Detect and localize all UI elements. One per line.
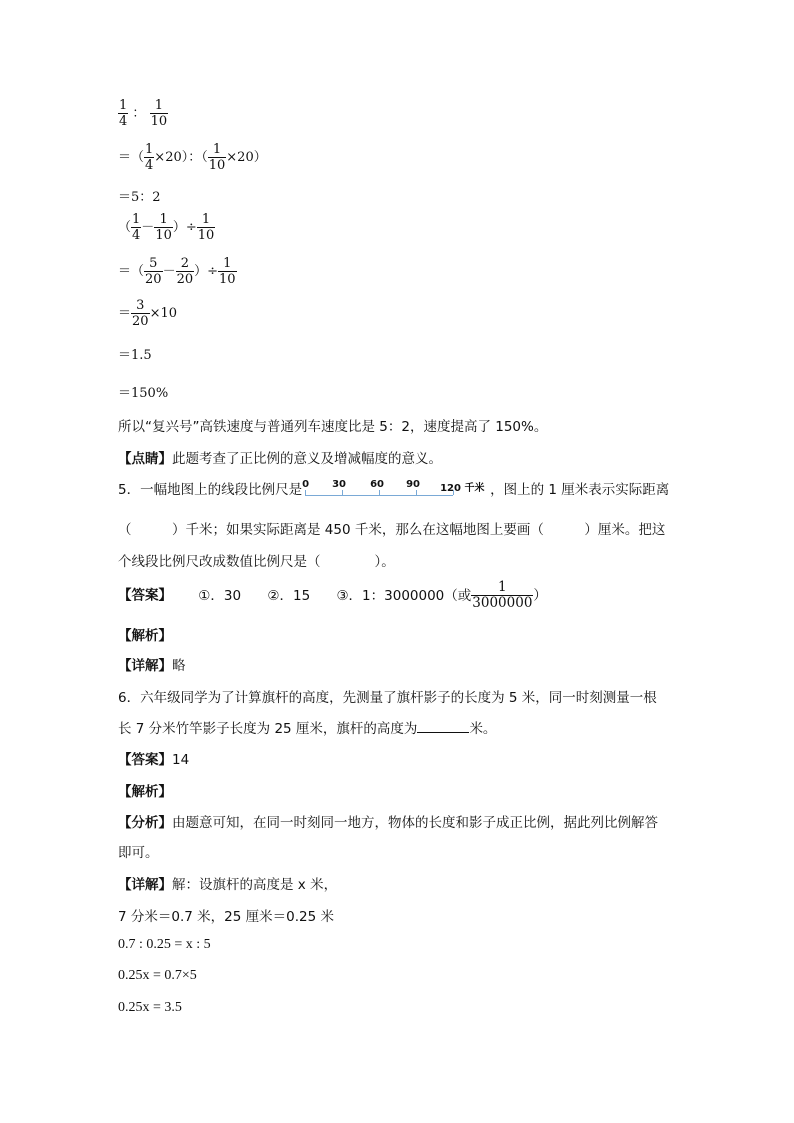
scale-tick-label: 120 千米: [440, 483, 485, 494]
percent-step: ＝（ $\frac{5}{20}$ － $\frac{2}{20}$ ）÷ $\frac{1}{10}$: [118, 256, 236, 287]
analysis-line: 即可。: [118, 845, 159, 861]
percent-result: ＝150%: [118, 386, 169, 401]
question-5-stem: 个线段比例尺改成数值比例尺是（ ）。: [118, 554, 395, 570]
percent-expression: （ $\frac{1}{4}$ － $\frac{1}{10}$ ）÷ $\frac{1}{10}$: [118, 212, 215, 243]
scale-tick-label: 60: [370, 479, 385, 490]
ratio-step: ＝（ $\frac{1}{4}$ ×20）：（ $\frac{1}{10}$ ×20）: [118, 142, 267, 173]
question-5-stem: （ ）千米；如果实际距离是 450 千米，那么在这幅地图上要画（ ）厘米。把这: [118, 522, 666, 538]
answer-line: 【答案】 ①．30 ②．15 ③．1：3000000（或 $\frac{1}{3000000}$ ）: [118, 579, 547, 611]
equation-line: 0.25x = 0.7×5: [118, 968, 197, 983]
fraction: $\frac{1}{10}$: [150, 98, 168, 129]
question-5-stem: 5．一幅地图上的线段比例尺是 0 30 60 90 120 千米 ，图上的 1 厘米表示实际距离: [118, 478, 669, 501]
analysis-label: 【解析】: [118, 784, 172, 800]
equation-line: 0.25x = 3.5: [118, 1000, 182, 1015]
conversion-line: 7 分米＝0.7 米，25 厘米＝0.25 米: [118, 909, 334, 925]
percent-step: ＝ $\frac{3}{20}$ ×10: [118, 298, 177, 329]
equation-line: 0.7 : 0.25 = x : 5: [118, 937, 211, 952]
line-scale-bar: [302, 479, 490, 501]
ratio-result: ＝5：2: [118, 190, 161, 205]
comment-line: 【点睛】此题考查了正比例的意义及增减幅度的意义。: [118, 451, 442, 467]
scale-tick-label: 90: [406, 479, 421, 490]
answer-blank: [417, 720, 469, 733]
scale-tick-label: 0: [302, 479, 310, 490]
answer-line: 【答案】14: [118, 752, 190, 768]
analysis-line: 【分析】由题意可知，在同一时刻同一地方，物体的长度和影子成正比例，据此列比例解答: [118, 815, 658, 831]
conclusion-text: 所以“复兴号”高铁速度与普通列车速度比是 5：2，速度提高了 150%。: [118, 419, 548, 435]
detail-line: 【详解】略: [118, 658, 186, 674]
fraction: $\frac{1}{4}$: [119, 98, 128, 129]
question-6-stem: 长 7 分米竹竿影子长度为 25 厘米，旗杆的高度为 米。: [118, 721, 497, 737]
ratio-expression: $\frac{1}{4}$ ： $\frac{1}{10}$: [119, 98, 168, 129]
percent-step: ＝1.5: [118, 348, 152, 363]
analysis-label: 【解析】: [118, 628, 172, 644]
question-6-stem: 6．六年级同学为了计算旗杆的高度，先测量了旗杆影子的长度为 5 米，同一时刻测量一根: [118, 690, 657, 706]
scale-tick-label: 30: [332, 479, 347, 490]
scale-line: [305, 495, 453, 496]
detail-line: 【详解】解：设旗杆的高度是 x 米，: [118, 877, 338, 893]
